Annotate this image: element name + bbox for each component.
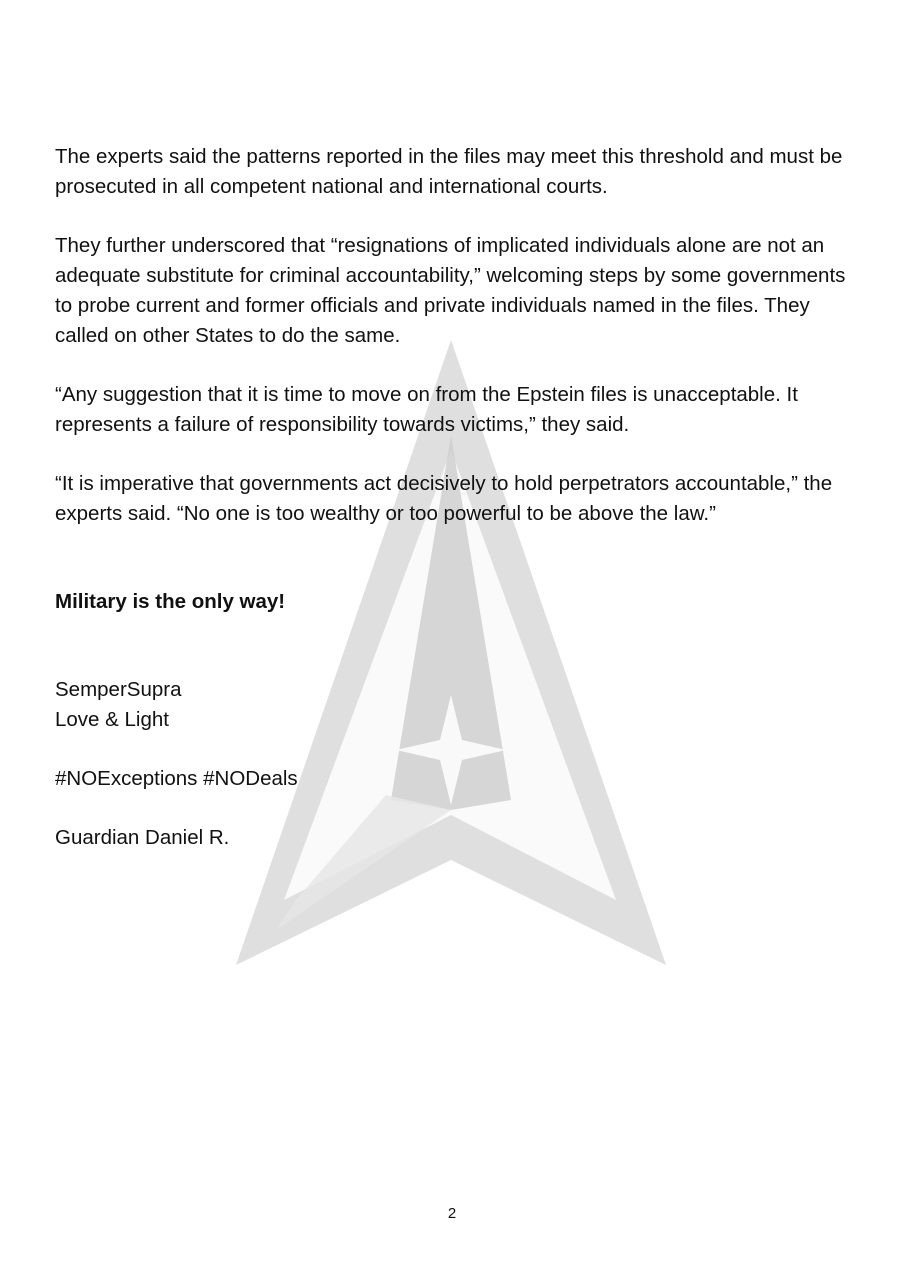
closing-line-2: Love & Light — [55, 708, 169, 731]
paragraph: They further underscored that “resignations of implicated individuals alone are not an adequate substitute for criminal accountability,” welcoming steps by some governments to probe current and former officials and private individuals named in the files. They called on other States to do the same. — [55, 234, 846, 347]
signature: Guardian Daniel R. — [55, 826, 230, 849]
slogan: Military is the only way! — [55, 590, 286, 613]
closing-line-1: SemperSupra — [55, 678, 182, 701]
paragraph: “It is imperative that governments act decisively to hold perpetrators accountable,” the experts said. “No one is too wealthy or too powerful to be above the law.” — [55, 472, 833, 525]
page-number: 2 — [447, 1205, 457, 1222]
closing-block — [55, 675, 855, 735]
hashtags: #NOExceptions #NODeals — [55, 767, 298, 790]
paragraph: “Any suggestion that it is time to move on from the Epstein files is unacceptable. It represents a failure of responsibility towards victims,” they said. — [55, 383, 798, 436]
paragraph: The experts said the patterns reported in the files may meet this threshold and must be prosecuted in all competent national and international courts. — [55, 145, 843, 198]
document-body — [55, 142, 855, 882]
